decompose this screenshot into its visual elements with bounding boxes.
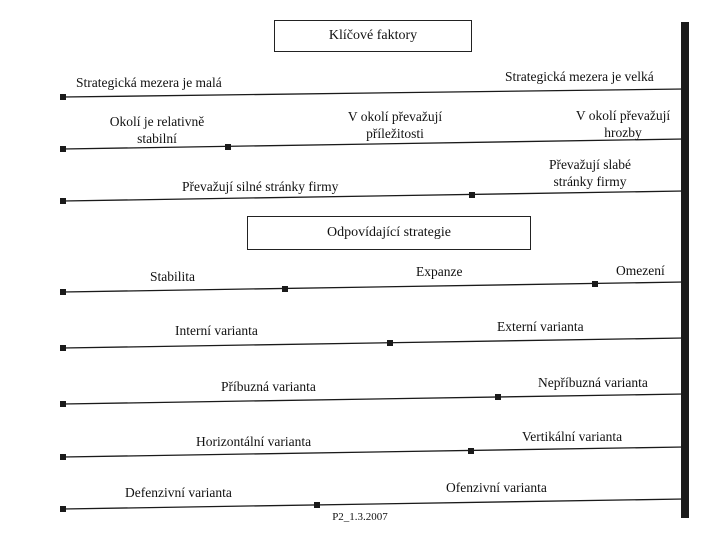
factor-env-stable-line1: Okolí je relativně xyxy=(109,114,205,129)
factor-env-stable xyxy=(82,113,232,147)
factor-env-opportunities-line2: příležitosti xyxy=(366,126,424,141)
strategy-horizontal: Horizontální varianta xyxy=(196,434,312,449)
marker xyxy=(60,146,66,152)
scale-line-horizontal xyxy=(63,447,684,457)
factor-env-threats-line1: V okolí převažují xyxy=(575,108,671,123)
strategy-defensive: Defenzivní varianta xyxy=(125,485,232,500)
factor-env-threats xyxy=(548,107,698,141)
factor-weaknesses-line2: stránky firmy xyxy=(553,174,627,189)
strategy-reduction: Omezení xyxy=(616,263,665,278)
strategy-expansion: Expanze xyxy=(416,264,463,279)
marker xyxy=(592,281,598,287)
strategy-stability: Stabilita xyxy=(150,269,195,284)
factor-env-opportunities xyxy=(320,108,470,142)
strategy-offensive: Ofenzivní varianta xyxy=(446,480,547,495)
strategy-unrelated: Nepříbuzná varianta xyxy=(538,375,648,390)
strategy-vertical: Vertikální varianta xyxy=(522,429,623,444)
factor-weaknesses-line1: Převažují slabé xyxy=(548,157,632,172)
strategy-external: Externí varianta xyxy=(497,319,584,334)
scale-line-related xyxy=(63,394,684,404)
marker xyxy=(387,340,393,346)
scale-line-strengths xyxy=(63,191,684,201)
marker xyxy=(314,502,320,508)
factor-strengths: Převažují silné stránky firmy xyxy=(182,179,339,194)
marker xyxy=(60,289,66,295)
factor-weaknesses xyxy=(530,156,650,190)
marker xyxy=(60,94,66,100)
scale-line-internal xyxy=(63,338,684,348)
marker xyxy=(282,286,288,292)
factors-header-label: Klíčové faktory xyxy=(328,28,418,43)
factor-gap-large: Strategická mezera je velká xyxy=(505,69,654,84)
strategy-internal: Interní varianta xyxy=(175,323,258,338)
scan-edge-bar xyxy=(681,22,689,518)
marker xyxy=(60,401,66,407)
factor-env-stable-line2: stabilní xyxy=(137,131,177,146)
marker xyxy=(468,448,474,454)
marker xyxy=(60,198,66,204)
strategy-related: Příbuzná varianta xyxy=(221,379,316,394)
strategies-header-label: Odpovídající strategie xyxy=(326,225,452,240)
marker xyxy=(469,192,475,198)
factor-gap-small: Strategická mezera je malá xyxy=(76,75,222,90)
marker xyxy=(60,345,66,351)
factor-env-opportunities-line1: V okolí převažují xyxy=(347,109,443,124)
footer-code: P2_1.3.2007 xyxy=(332,511,388,523)
marker xyxy=(60,454,66,460)
factor-env-threats-line2: hrozby xyxy=(604,125,642,140)
marker xyxy=(495,394,501,400)
